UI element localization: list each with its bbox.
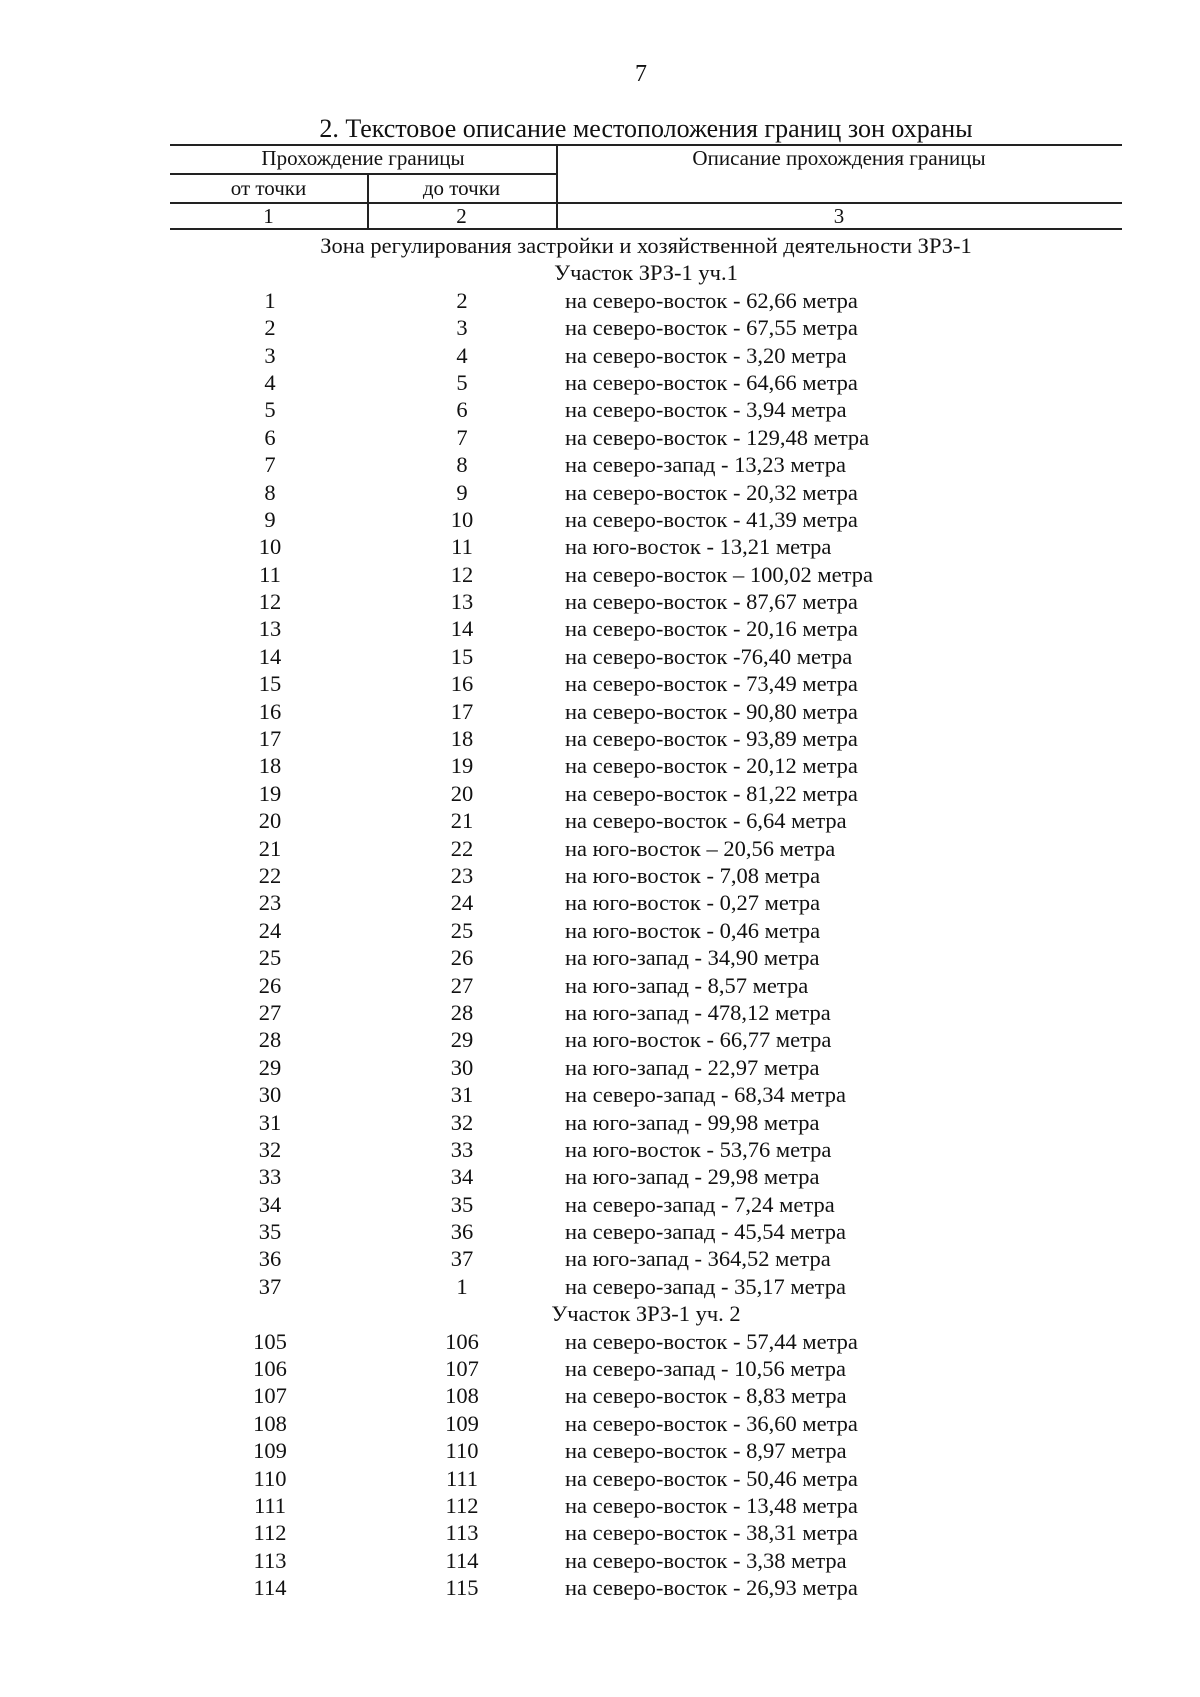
header-bottom-border bbox=[170, 228, 1122, 230]
to-point: 110 bbox=[445, 1438, 479, 1464]
to-point: 18 bbox=[450, 726, 474, 752]
table-row bbox=[170, 1437, 1122, 1464]
boundary-description: на юго-запад - 99,98 метра bbox=[565, 1109, 820, 1135]
to-point: 15 bbox=[450, 643, 474, 669]
table-row bbox=[170, 342, 1122, 369]
boundary-description: на северо-восток - 26,93 метра bbox=[565, 1575, 858, 1601]
table-row bbox=[170, 698, 1122, 725]
table-header bbox=[170, 144, 1122, 230]
from-point: 10 bbox=[258, 534, 282, 560]
to-point: 27 bbox=[450, 972, 474, 998]
from-point: 21 bbox=[258, 835, 282, 861]
boundary-description: на северо-запад - 10,56 метра bbox=[565, 1356, 846, 1382]
table-row bbox=[170, 1328, 1122, 1355]
boundary-description: на северо-восток - 93,89 метра bbox=[565, 726, 858, 752]
header-from-label: от точки bbox=[230, 176, 307, 200]
to-point: 8 bbox=[456, 452, 468, 478]
table-row bbox=[170, 917, 1122, 944]
header-description-label: Описание прохождения границы bbox=[692, 146, 986, 170]
table-row bbox=[170, 889, 1122, 916]
boundary-description: на юго-запад - 478,12 метра bbox=[565, 999, 831, 1025]
to-point: 29 bbox=[450, 1027, 474, 1053]
boundary-description: на северо-восток - 3,94 метра bbox=[565, 397, 847, 423]
boundary-description: на северо-восток - 64,66 метра bbox=[565, 369, 858, 395]
table-row bbox=[170, 396, 1122, 423]
table-row bbox=[170, 1109, 1122, 1136]
from-point: 17 bbox=[258, 726, 282, 752]
to-point: 32 bbox=[450, 1109, 474, 1135]
boundary-description: на юго-восток – 20,56 метра bbox=[565, 835, 836, 861]
table-row bbox=[170, 643, 1122, 670]
table-row bbox=[170, 1191, 1122, 1218]
from-point: 23 bbox=[258, 890, 282, 916]
boundary-description: на северо-восток - 73,49 метра bbox=[565, 671, 858, 697]
from-point: 114 bbox=[253, 1575, 287, 1601]
boundary-description: на северо-восток - 41,39 метра bbox=[565, 506, 858, 532]
boundary-description: на северо-восток - 81,22 метра bbox=[565, 780, 858, 806]
header-colnum-1: 1 bbox=[263, 204, 274, 228]
to-point: 26 bbox=[450, 945, 474, 971]
boundary-description: на юго-запад - 8,57 метра bbox=[565, 972, 809, 998]
to-point: 3 bbox=[456, 315, 468, 341]
from-point: 112 bbox=[253, 1520, 287, 1546]
to-point: 106 bbox=[445, 1328, 479, 1354]
boundary-description: на северо-восток - 62,66 метра bbox=[565, 287, 858, 313]
boundary-description: на северо-запад - 35,17 метра bbox=[565, 1273, 846, 1299]
to-point: 17 bbox=[450, 698, 474, 724]
boundary-description: на северо-восток - 13,48 метра bbox=[565, 1492, 858, 1518]
from-point: 9 bbox=[264, 506, 276, 532]
from-point: 14 bbox=[258, 643, 282, 669]
from-point: 105 bbox=[253, 1328, 287, 1354]
from-point: 28 bbox=[258, 1027, 282, 1053]
from-point: 6 bbox=[264, 424, 276, 450]
table-row bbox=[170, 944, 1122, 971]
boundary-description: на северо-запад - 45,54 метра bbox=[565, 1219, 846, 1245]
boundary-description: на северо-восток - 90,80 метра bbox=[565, 698, 858, 724]
from-point: 29 bbox=[258, 1054, 282, 1080]
to-point: 9 bbox=[456, 479, 468, 505]
table-row bbox=[170, 615, 1122, 642]
table-row bbox=[170, 725, 1122, 752]
zone-heading: Зона регулирования застройки и хозяйственной деятельности ЗРЗ-1 bbox=[320, 233, 972, 258]
to-point: 30 bbox=[450, 1054, 474, 1080]
from-point: 109 bbox=[253, 1438, 287, 1464]
to-point: 111 bbox=[445, 1465, 479, 1491]
boundary-description: на северо-восток - 129,48 метра bbox=[565, 424, 870, 450]
from-point: 15 bbox=[258, 671, 282, 697]
boundary-description: на юго-запад - 22,97 метра bbox=[565, 1054, 820, 1080]
table-row bbox=[170, 588, 1122, 615]
from-point: 31 bbox=[258, 1109, 282, 1135]
to-point: 22 bbox=[450, 835, 474, 861]
to-point: 5 bbox=[456, 369, 468, 395]
to-point: 12 bbox=[450, 561, 474, 587]
table-row bbox=[170, 1547, 1122, 1574]
boundary-description: на северо-восток - 67,55 метра bbox=[565, 315, 858, 341]
from-point: 108 bbox=[253, 1410, 287, 1436]
from-point: 111 bbox=[253, 1492, 287, 1518]
from-point: 37 bbox=[258, 1273, 282, 1299]
table-row bbox=[170, 835, 1122, 862]
header-group-divider bbox=[170, 173, 556, 175]
boundary-description: на северо-восток - 8,97 метра bbox=[565, 1438, 847, 1464]
from-point: 4 bbox=[264, 369, 276, 395]
table-row bbox=[170, 506, 1122, 533]
table-row bbox=[170, 1245, 1122, 1272]
document-title: 2. Текстовое описание местоположения границ зон охраны bbox=[319, 114, 973, 143]
table-row bbox=[170, 1519, 1122, 1546]
table-row bbox=[170, 1273, 1122, 1300]
boundary-description: на северо-запад - 68,34 метра bbox=[565, 1082, 846, 1108]
from-point: 107 bbox=[253, 1383, 287, 1409]
from-point: 33 bbox=[258, 1164, 282, 1190]
boundary-description: на юго-восток - 7,08 метра bbox=[565, 862, 821, 888]
boundary-description: на северо-восток - 6,64 метра bbox=[565, 808, 847, 834]
to-point: 21 bbox=[450, 808, 474, 834]
from-point: 25 bbox=[258, 945, 282, 971]
table-row bbox=[170, 1054, 1122, 1081]
to-point: 14 bbox=[450, 616, 474, 642]
to-point: 7 bbox=[456, 424, 468, 450]
to-point: 1 bbox=[456, 1273, 468, 1299]
section-heading: Участок ЗРЗ-1 уч. 2 bbox=[551, 1301, 741, 1327]
boundary-description: на юго-восток - 13,21 метра bbox=[565, 534, 832, 560]
from-point: 8 bbox=[264, 479, 276, 505]
from-point: 3 bbox=[264, 342, 276, 368]
boundary-description: на северо-восток -76,40 метра bbox=[565, 643, 853, 669]
table-row bbox=[170, 1218, 1122, 1245]
boundary-description: на юго-восток - 66,77 метра bbox=[565, 1027, 832, 1053]
to-point: 20 bbox=[450, 780, 474, 806]
to-point: 11 bbox=[451, 534, 473, 560]
to-point: 16 bbox=[450, 671, 474, 697]
table-row bbox=[170, 1410, 1122, 1437]
to-point: 108 bbox=[445, 1383, 479, 1409]
table-row bbox=[170, 287, 1122, 314]
boundary-table-body bbox=[170, 232, 1122, 1602]
from-point: 22 bbox=[258, 862, 282, 888]
boundary-description: на северо-восток - 3,38 метра bbox=[565, 1547, 847, 1573]
table-row bbox=[170, 1574, 1122, 1601]
table-row bbox=[170, 1465, 1122, 1492]
table-row bbox=[170, 314, 1122, 341]
table-row bbox=[170, 780, 1122, 807]
from-point: 110 bbox=[253, 1465, 287, 1491]
table-row bbox=[170, 479, 1122, 506]
to-point: 33 bbox=[450, 1136, 474, 1162]
to-point: 10 bbox=[450, 506, 474, 532]
from-point: 113 bbox=[253, 1547, 287, 1573]
boundary-description: на северо-восток - 3,20 метра bbox=[565, 342, 847, 368]
table-row bbox=[170, 1492, 1122, 1519]
table-row bbox=[170, 533, 1122, 560]
table-row bbox=[170, 807, 1122, 834]
boundary-description: на северо-восток - 50,46 метра bbox=[565, 1465, 858, 1491]
to-point: 107 bbox=[445, 1356, 479, 1382]
boundary-description: на северо-восток - 20,16 метра bbox=[565, 616, 858, 642]
to-point: 113 bbox=[445, 1520, 479, 1546]
table-row bbox=[170, 999, 1122, 1026]
to-point: 114 bbox=[445, 1547, 479, 1573]
boundary-description: на юго-восток - 0,27 метра bbox=[565, 890, 821, 916]
from-point: 106 bbox=[253, 1356, 287, 1382]
boundary-description: на северо-восток - 57,44 метра bbox=[565, 1328, 858, 1354]
boundary-description: на северо-запад - 7,24 метра bbox=[565, 1191, 835, 1217]
table-row bbox=[170, 972, 1122, 999]
table-row bbox=[170, 451, 1122, 478]
table-row bbox=[170, 1163, 1122, 1190]
boundary-description: на юго-запад - 364,52 метра bbox=[565, 1246, 831, 1272]
from-point: 34 bbox=[258, 1191, 282, 1217]
from-point: 19 bbox=[258, 780, 282, 806]
from-point: 5 bbox=[264, 397, 276, 423]
from-point: 13 bbox=[258, 616, 282, 642]
from-point: 18 bbox=[258, 753, 282, 779]
header-group-label: Прохождение границы bbox=[261, 146, 465, 170]
table-row bbox=[170, 1355, 1122, 1382]
table-row bbox=[170, 561, 1122, 588]
from-point: 35 bbox=[258, 1219, 282, 1245]
table-row bbox=[170, 1081, 1122, 1108]
to-point: 28 bbox=[450, 999, 474, 1025]
boundary-description: на юго-восток - 0,46 метра bbox=[565, 917, 821, 943]
from-point: 24 bbox=[258, 917, 282, 943]
to-point: 34 bbox=[450, 1164, 474, 1190]
to-point: 2 bbox=[456, 287, 468, 313]
to-point: 109 bbox=[445, 1410, 479, 1436]
boundary-description: на северо-восток - 20,12 метра bbox=[565, 753, 858, 779]
from-point: 30 bbox=[258, 1082, 282, 1108]
to-point: 19 bbox=[450, 753, 474, 779]
to-point: 13 bbox=[450, 589, 474, 615]
header-colnum-2: 2 bbox=[456, 204, 467, 228]
table-row bbox=[170, 1026, 1122, 1053]
table-row bbox=[170, 1136, 1122, 1163]
boundary-description: на юго-запад - 34,90 метра bbox=[565, 945, 820, 971]
section-heading: Участок ЗРЗ-1 уч.1 bbox=[554, 260, 738, 286]
boundary-description: на северо-восток - 36,60 метра bbox=[565, 1410, 858, 1436]
to-point: 23 bbox=[450, 862, 474, 888]
from-point: 32 bbox=[258, 1136, 282, 1162]
table-row bbox=[170, 862, 1122, 889]
from-point: 11 bbox=[259, 561, 281, 587]
boundary-description: на северо-восток - 20,32 метра bbox=[565, 479, 858, 505]
to-point: 36 bbox=[450, 1219, 474, 1245]
boundary-description: на северо-восток - 87,67 метра bbox=[565, 589, 858, 615]
from-point: 12 bbox=[258, 589, 282, 615]
from-point: 20 bbox=[258, 808, 282, 834]
to-point: 25 bbox=[450, 917, 474, 943]
header-to-label: до точки bbox=[422, 176, 501, 200]
to-point: 24 bbox=[450, 890, 474, 916]
header-colnum-3: 3 bbox=[833, 204, 845, 228]
boundary-description: на северо-запад - 13,23 метра bbox=[565, 452, 846, 478]
from-point: 27 bbox=[258, 999, 282, 1025]
to-point: 6 bbox=[456, 397, 468, 423]
to-point: 31 bbox=[450, 1082, 474, 1108]
boundary-description: на северо-восток – 100,02 метра bbox=[565, 561, 873, 587]
boundary-description: на юго-восток - 53,76 метра bbox=[565, 1136, 832, 1162]
table-row bbox=[170, 1382, 1122, 1409]
boundary-description: на северо-восток - 8,83 метра bbox=[565, 1383, 847, 1409]
table-row bbox=[170, 670, 1122, 697]
from-point: 7 bbox=[264, 452, 276, 478]
to-point: 4 bbox=[456, 342, 468, 368]
to-point: 35 bbox=[450, 1191, 474, 1217]
from-point: 1 bbox=[264, 287, 276, 313]
boundary-description: на северо-восток - 38,31 метра bbox=[565, 1520, 858, 1546]
table-row bbox=[170, 752, 1122, 779]
to-point: 112 bbox=[445, 1492, 479, 1518]
boundary-description: на юго-запад - 29,98 метра bbox=[565, 1164, 820, 1190]
table-row bbox=[170, 369, 1122, 396]
to-point: 115 bbox=[445, 1575, 479, 1601]
from-point: 36 bbox=[258, 1246, 282, 1272]
page-number: 7 bbox=[635, 61, 647, 87]
from-point: 26 bbox=[258, 972, 282, 998]
from-point: 16 bbox=[258, 698, 282, 724]
to-point: 37 bbox=[450, 1246, 474, 1272]
from-point: 2 bbox=[264, 315, 276, 341]
table-row bbox=[170, 424, 1122, 451]
